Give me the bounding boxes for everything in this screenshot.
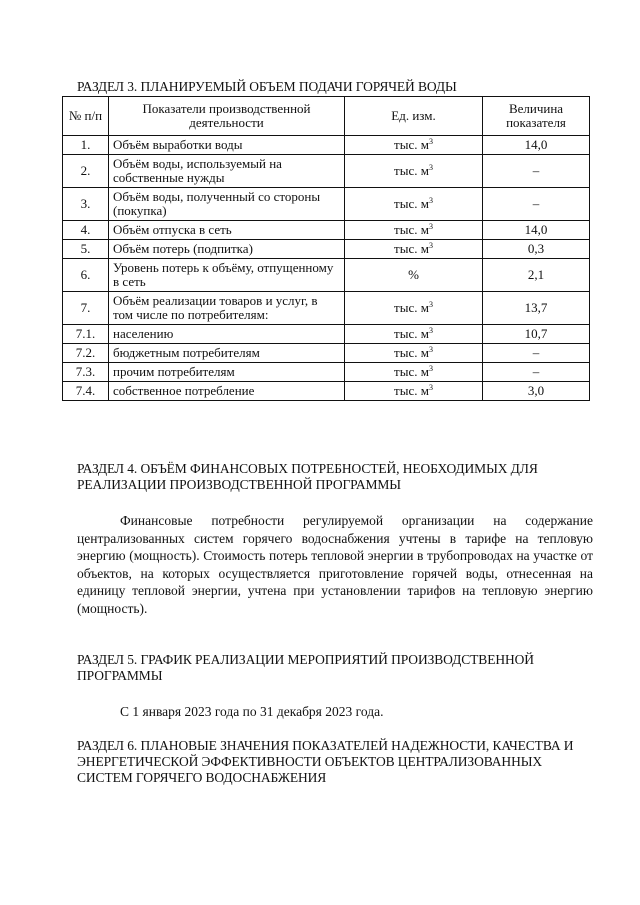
row-value: 3,0 <box>483 382 590 401</box>
column-header-value: Величина показателя <box>483 97 590 136</box>
row-indicator: Объём реализации товаров и услуг, в том числе по потребителям: <box>109 292 345 325</box>
row-indicator: Объём выработки воды <box>109 136 345 155</box>
table-row <box>63 382 590 401</box>
table-row <box>63 136 590 155</box>
hot-water-supply-table <box>62 96 590 401</box>
unit-superscript: 3 <box>428 222 433 231</box>
unit-superscript: 3 <box>428 383 433 392</box>
row-number: 7.2. <box>63 344 109 363</box>
row-number: 7.4. <box>63 382 109 401</box>
row-value: – <box>483 188 590 221</box>
row-value: 14,0 <box>483 221 590 240</box>
unit-superscript: 3 <box>428 196 433 205</box>
row-indicator: Объём потерь (подпитка) <box>109 240 345 259</box>
row-number: 5. <box>63 240 109 259</box>
row-number: 1. <box>63 136 109 155</box>
row-unit: тыс. $м^3$ <box>345 292 483 325</box>
row-value: 13,7 <box>483 292 590 325</box>
row-number: 4. <box>63 221 109 240</box>
row-unit: % <box>345 259 483 292</box>
table-row <box>63 325 590 344</box>
row-indicator: Объём воды, используемый на собственные нужды <box>109 155 345 188</box>
unit-superscript: 3 <box>428 163 433 172</box>
unit-superscript: 3 <box>428 364 433 373</box>
row-indicator: населению <box>109 325 345 344</box>
table-header-row <box>63 97 590 136</box>
column-header-name: Показатели производственной деятельности <box>109 97 345 136</box>
row-value: 10,7 <box>483 325 590 344</box>
row-value: 14,0 <box>483 136 590 155</box>
row-value: – <box>483 363 590 382</box>
row-unit: тыс. $м^3$ <box>345 382 483 401</box>
table-row <box>63 292 590 325</box>
row-unit: тыс. $м^3$ <box>345 363 483 382</box>
row-value: 2,1 <box>483 259 590 292</box>
table-row <box>63 344 590 363</box>
row-indicator: Объём воды, полученный со стороны (покупка) <box>109 188 345 221</box>
table-row <box>63 221 590 240</box>
table-row <box>63 259 590 292</box>
section-4-heading: РАЗДЕЛ 4. ОБЪЁМ ФИНАНСОВЫХ ПОТРЕБНОСТЕЙ, НЕОБХОДИМЫХ ДЛЯ РЕАЛИЗАЦИИ ПРОИЗВОДСТВЕННОЙ ПРОГРАММЫ <box>77 461 538 492</box>
row-number: 3. <box>63 188 109 221</box>
row-number: 2. <box>63 155 109 188</box>
row-indicator: собственное потребление <box>109 382 345 401</box>
row-unit: тыс. $м^3$ <box>345 344 483 363</box>
row-indicator: бюджетным потребителям <box>109 344 345 363</box>
section-4-paragraph: Финансовые потребности регулируемой организации на содержание централизованных систем горячего водоснабжения учтены в тарифе на тепловую энергию (мощность). Стоимость потерь тепловой энергии в трубопроводах на участке от объектов, на которых осуществляется приготовление горячей воды, отнесенная на единицу тепловой энергии, учтена при установлении тарифов на тепловую энергию (мощность). <box>77 513 593 616</box>
unit-superscript: 3 <box>428 241 433 250</box>
section-5-heading: РАЗДЕЛ 5. ГРАФИК РЕАЛИЗАЦИИ МЕРОПРИЯТИЙ ПРОИЗВОДСТВЕННОЙ ПРОГРАММЫ <box>77 652 534 683</box>
section-3-heading: РАЗДЕЛ 3. ПЛАНИРУЕМЫЙ ОБЪЕМ ПОДАЧИ ГОРЯЧЕЙ ВОДЫ <box>77 79 457 94</box>
row-unit: тыс. $м^3$ <box>345 325 483 344</box>
row-number: 7.1. <box>63 325 109 344</box>
row-indicator: Объём отпуска в сеть <box>109 221 345 240</box>
row-value: 0,3 <box>483 240 590 259</box>
section-5-paragraph: С 1 января 2023 года по 31 декабря 2023 года. <box>120 704 384 719</box>
table-row <box>63 155 590 188</box>
row-unit: тыс. $м^3$ <box>345 221 483 240</box>
row-number: 7. <box>63 292 109 325</box>
column-header-unit: Ед. изм. <box>345 97 483 136</box>
row-indicator: прочим потребителям <box>109 363 345 382</box>
row-indicator: Уровень потерь к объёму, отпущенному в сеть <box>109 259 345 292</box>
section-6-heading: РАЗДЕЛ 6. ПЛАНОВЫЕ ЗНАЧЕНИЯ ПОКАЗАТЕЛЕЙ НАДЕЖНОСТИ, КАЧЕСТВА И ЭНЕРГЕТИЧЕСКОЙ ЭФФЕКТИВНОСТИ ОБЪЕКТОВ ЦЕНТРАЛИЗОВАННЫХ СИСТЕМ ГОРЯЧЕГО ВОДОСНАБЖЕНИЯ <box>77 738 574 785</box>
row-value: – <box>483 155 590 188</box>
table-row <box>63 363 590 382</box>
column-header-num: № п/п <box>63 97 109 136</box>
row-unit: тыс. $м^3$ <box>345 240 483 259</box>
unit-superscript: 3 <box>428 326 433 335</box>
unit-superscript: 3 <box>428 345 433 354</box>
row-number: 7.3. <box>63 363 109 382</box>
row-number: 6. <box>63 259 109 292</box>
table-row <box>63 240 590 259</box>
unit-superscript: 3 <box>428 137 433 146</box>
row-unit: тыс. $м^3$ <box>345 136 483 155</box>
row-unit: тыс. $м^3$ <box>345 188 483 221</box>
row-value: – <box>483 344 590 363</box>
unit-superscript: 3 <box>428 300 433 309</box>
table-row <box>63 188 590 221</box>
row-unit: тыс. $м^3$ <box>345 155 483 188</box>
